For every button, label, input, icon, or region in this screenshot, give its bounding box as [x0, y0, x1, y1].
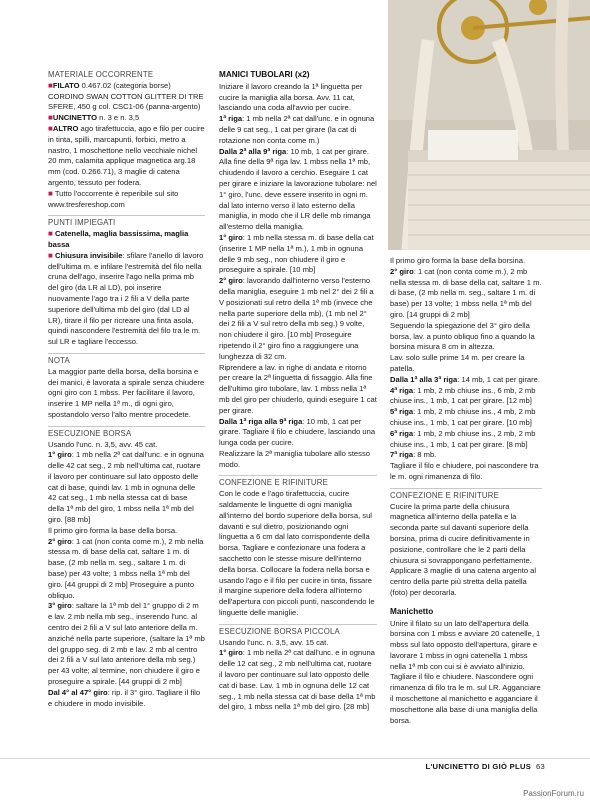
giro-1-text: : 1 mb nella 2ª cat dall'unc. e in ognuna delle 42 cat seg., 2 mb nell'ultima cat, ruotare il lavoro per continuare sul lato opposto delle cat di base, quindi lav. 1 mb in ognuna delle 42 cat seg., 1 mb nella stessa cat di base della 1ª mb del giro, 1 mbss nella 1ª mb del giro. [88 mb] — [48, 450, 204, 525]
patella-riga-7-text: : 8 mb. — [413, 450, 437, 460]
folio — [426, 762, 545, 771]
giro-4-47-label: Dal 4° al 47° giro — [48, 687, 108, 697]
column-right — [390, 256, 542, 726]
seguendo-text: Seguendo la spiegazione del 3° giro della borsa, lav. a punto obliquo fino a quando la borsina misura 8 cm in altezza. — [390, 320, 535, 352]
riga-1-text: : 1 mb nella 2ª cat dall'unc. e in ognuna delle 9 cat seg., 1 cat per girare (la cat di rotazione non conta come m.) — [219, 114, 375, 145]
page-footer — [0, 758, 590, 800]
riga-1-9-text: : 10 mb, 1 cat per girare. Tagliare il filo e chiudere, lasciando una lunga coda per cucire. — [219, 416, 376, 448]
page-number: 63 — [535, 762, 545, 771]
punti-chiusura — [48, 251, 205, 348]
giro-2-text: : 1 cat (non conta come m.), 2 mb nella stessa m. di base della cat, saltare 1 m. di base, (2 mb nella m. seg., saltare 1 m. di base) per 43 volte; 1 mbss nella 1ª mb del giro. [44 gruppi di 2 mb] Proseguire a punto obliquo. — [48, 536, 204, 600]
manici-intro: Iniziare il lavoro creando la 1ª linguetta per cucire la maniglia alla borsa. Avv. 11 cat, lasciando una coda all'avvio per cucire. — [219, 81, 363, 113]
punti-catenella — [48, 229, 205, 251]
section-divider — [219, 475, 377, 476]
tub-giro-1 — [219, 233, 377, 276]
manichetto-text: Unire il filato su un lato dell'apertura della borsina con 1 mbss e avviare 20 catenelle, 1 mbss sul lato opposto dell'apertura, girare e lavorare 1 mbss in ogni catenella 1 mbss nella 1ª mb con cui si è avviato all'inizio. Tagliare il filo e chiudere. Nascondere ogni rimanenza di filo tra le m. sul LR. Agganciare il moschettone al manichetto e agganciare il moschettone alla base di una maniglia della borsa. — [390, 618, 541, 725]
footer-rule — [0, 758, 590, 759]
riga-2-9-label: Dalla 2ª alla 9ª riga — [219, 146, 287, 156]
tub-giro-2 — [219, 276, 377, 362]
tub-giro-2-label: 2° giro — [219, 276, 243, 286]
riga-1 — [219, 114, 377, 146]
giro-3 — [48, 601, 205, 687]
product-photo-crochet-bag — [388, 0, 590, 250]
column-middle — [219, 70, 377, 713]
bullet-icon: ■ — [48, 229, 53, 239]
uncinetto-text: n. 3 e n. 3,5 — [97, 113, 140, 123]
confezione-piccola-text: Cucire la prima parte della chiusura magnetica all'interno della patella e la seconda parte sul davanti superiore della borsina, prima di cucire definitivamente in posizione, controllare che le 2 parti della chiusura si sovrappongano perfettamente. Applicare 3 maglie di una catena argento al centro della parte più stretta della patella (foto) per decorarla. — [390, 501, 537, 597]
piccola-giro-2 — [390, 267, 542, 321]
piccola-giro-1-label: 1° giro — [219, 648, 243, 658]
giro-3-text: : saltare la 1ª mb del 1° gruppo di 2 m e lav. 2 mb nella mb seg., inserendo l'unc. al centro dei 2 fili a V sul lato anteriore della m. anziché nella parte superiore, (saltare la 1ª mb del gruppo seg. di 2 mb e lav. 2 mb al centro dei 2 fili a V sul lato anteriore della mb seg.) per 43 volte; al termine, non chiudere il giro e proseguire a spirale. [44 gruppi di 2 mb] — [48, 601, 205, 687]
giro-4-47-text: : rip. il 3° giro. Tagliare il filo e chiudere in modo invisibile. — [48, 687, 201, 708]
riga-1-9-label: Dalla 1ª riga alla 9ª riga — [219, 416, 303, 426]
piccola-title: ESECUZIONE BORSA PICCOLA — [219, 626, 340, 636]
lav-text: Lav. solo sulle prime 14 m. per creare la patella. — [390, 353, 525, 373]
magazine-name: L'UNCINETTO DI GIÒ PLUS — [425, 762, 532, 771]
riga-2-9 — [219, 147, 377, 233]
patella-riga-4 — [390, 386, 542, 408]
filato-label: FILATO — [52, 80, 80, 90]
patella-riga-1-3-text: : 14 mb, 1 cat per girare. — [457, 374, 540, 384]
bullet-icon: ■ — [48, 123, 53, 133]
tagliare-text: Tagliare il filo e chiudere, poi nascondere tra le m. ogni rimanenza di filo. — [390, 461, 539, 481]
section-divider — [48, 426, 205, 427]
riga-2-9-text: : 10 mb, 1 cat per girare. Alla fine della 9ª riga lav. 1 mbss nella 1ª mb, chiudendo il lavoro a cerchio. Eseguire 1 cat per girare e iniziare la lavorazione tubolare: nel 1° giro, l'unc. deve essere inserito in ogni m. dal lato interno verso il lato esterno della maniglia, in modo che il LR delle mb rimanga all'esterno della maniglia. — [219, 146, 377, 232]
section-divider — [390, 488, 542, 489]
riga-1-9 — [219, 417, 377, 449]
patella-riga-1-3 — [390, 375, 542, 386]
materials-altro — [48, 124, 205, 189]
patella-riga-5-text: : 1 mb, 2 mb chiuse ins., 4 mb, 2 mb chiuse ins., 1 mb, 1 cat per girare. [10 mb] — [390, 407, 536, 427]
confezione-title: CONFEZIONE E RIFINITURE — [219, 478, 328, 488]
tub-giro-1-text: : 1 mb nella stessa m. di base della cat (inserire 1 MP nella 1ª m.), 1 mb in ognuna delle 9 mb seg., non chiudere il giro e proseguire a spirale. [10 mb] — [219, 232, 374, 275]
patella-riga-1-3-label: Dalla 1ª alla 3ª riga — [390, 374, 458, 384]
patella-riga-5 — [390, 407, 542, 429]
patella-riga-5-label: 5ª riga — [390, 407, 414, 417]
piccola-giro-1-text: : 1 mb nella 2ª cat dall'unc. e in ognuna delle 12 cat seg., 2 mb nell'ultima cat, ruotare il lavoro per continuare sul lato opposto delle cat di base. Lav. 1 mb in ognuna delle 12 cat seg., 1 mb nella stessa cat di base della 1ª mb del giro, 1 mbss nella 1ª mb del giro. [28 mb] — [219, 648, 376, 712]
chiusura-text: : sfilare l'anello di lavoro dell'ultima m. e infilare l'estremità del filo nella cruna dell'ago, inserire l'ago nella prima mb del giro (da LR al LD), poi inserire nuovamente l'ago tra i 2 fili a V della parte superiore dell'ultima mb del giro (dal LD al LR), tirare il filo per ricreare una finta asola, quindi nascondere l'estremità del filo tra le m. sul LR e tagliare l'eccesso. — [48, 250, 204, 347]
piccola-giro-2-text: : 1 cat (non conta come m.), 2 mb nella stessa m. di base della cat, saltare 1 m. di base, (2 mb nella m. seg., saltare 1 m. di base) per 13 volte; 1 mbss nella 1ª mb del giro. [14 gruppi di 2 mb] — [390, 266, 542, 319]
section-divider — [48, 215, 205, 216]
patella-riga-7-label: 7ª riga — [390, 450, 414, 460]
riga-1-label: 1ª riga — [219, 114, 243, 124]
spacer — [390, 599, 542, 607]
piccola-intro: Usando l'unc. n. 3,5, avv. 15 cat. — [219, 637, 329, 647]
giro-1-note: Il primo giro forma la base della borsa. — [48, 525, 178, 535]
bullet-icon: ■ — [48, 80, 53, 90]
realizzare-text: Realizzare la 2ª maniglia tubolare allo stesso modo. — [219, 448, 370, 469]
bullet-icon: ■ — [48, 113, 53, 123]
altro-label: ALTRO — [52, 123, 79, 133]
altro-text: ago tirafettuccia, ago e filo per cucire in tinta, spilli, marcapunti, forbici, metro a nastro, 1 moschettone nello vecchiale nichel 20 mm, calamita applique magnetica arg.18 mm (cod. 0.266.71), 3 maglie di catena argento, tessuto per fodera. — [48, 123, 205, 187]
chiusura-label: Chiusura invisibile — [54, 250, 123, 260]
piccola-giro-1 — [219, 648, 377, 713]
giro-2 — [48, 537, 205, 602]
esecuzione-title: ESECUZIONE BORSA — [48, 428, 132, 438]
materials-uncinetto — [48, 113, 205, 124]
nota-text: La maggior parte della borsa, della borsina e dei manici, è lavorata a spirale senza chiudere ogni giro con 1 mbss. Per facilitare il lavoro, inserire 1 MP nella 1ª m., di ogni giro, spostandolo verso l'alto mentre procedete. — [48, 366, 205, 419]
giro-3-label: 3° giro — [48, 601, 72, 611]
nota-title: NOTA — [48, 355, 70, 365]
bullet-icon: ■ — [48, 250, 53, 260]
punti-title: PUNTI IMPIEGATI — [48, 218, 116, 228]
tub-giro-2-text: : lavorando dall'interno verso l'esterno della maniglia, eseguire 1 mb nel 2° dei 2 fili a V posizionati sul retro della 1ª mb (invece che nella parte superiore della mb), (1 mb nel 2° dei 2 fili a V sul retro della mb seg.) 9 volte, non chiudere il giro. [10 mb] Proseguire ripetendo il 2° giro fino a raggiungere una lunghezza di 32 cm. — [219, 276, 374, 361]
materials-tutto — [48, 189, 205, 211]
uncinetto-label: UNCINETTO — [52, 113, 98, 123]
giro-4-47 — [48, 688, 205, 710]
piccola-giro-1-note: Il primo giro forma la base della borsina. — [390, 256, 526, 265]
filato-text: 0.467.02 (categoria borse) CORDINO SWAN COTTON GLITTER DI TRE SFERE, 450 g col. CSC1-06 (panna-argento) — [48, 80, 204, 112]
riprendere-text: Riprendere a lav. in righe di andata e ritorno per creare la 2ª linguetta di fissaggio. Alla fine dell'ultimo giro tubolare, lav. 1 mbss nella 1ª mb del giro per chiuderlo, quindi eseguire 1 cat per girare. — [219, 362, 377, 415]
column-left — [48, 70, 205, 709]
tutto-text: Tutto l'occorrente è reperibile sul sito www.tresfereshop.com — [48, 188, 179, 209]
patella-riga-6 — [390, 429, 542, 451]
giro-1 — [48, 450, 205, 526]
patella-riga-4-text: : 1 mb, 2 mb chiuse ins., 6 mb, 2 mb chiuse ins., 1 mb, 1 cat per girare. [12 mb] — [390, 385, 536, 406]
tub-giro-1-label: 1° giro — [219, 232, 243, 242]
materials-filato — [48, 81, 205, 113]
piccola-giro-2-label: 2° giro — [390, 266, 414, 276]
watermark: PassionForum.ru — [523, 789, 584, 798]
bullet-icon: ■ — [48, 188, 53, 198]
confezione-text: Con le code e l'ago tirafettuccia, cucire saldamente le linguette di ogni maniglia all'interno del bordo superiore della borsa, sul davanti e sul dietro, posizionando ogni linguetta a 6 cm dal lato corrispondente della borsa. Tagliare e confezionare una fodera a sacchetto con le stesse misure dell'interno della borsa. Collocare la fodera nella borsa e usando l'ago e il filo per cucire in tinta, fissare il margine superiore della fodera all'interno dell'apertura con piccoli punti, nascondendo le linguette delle maniglie. — [219, 489, 375, 618]
manici-title: MANICI TUBOLARI (x2) — [219, 70, 310, 79]
bag-photo-illustration — [388, 0, 590, 250]
patella-riga-7 — [390, 450, 542, 461]
patella-riga-6-text: : 1 mb, 2 mb chiuse ins., 2 mb, 2 mb chiuse ins., 1 mb, 1 cat per girare. [8 mb] — [390, 428, 536, 449]
confezione-piccola-title: CONFEZIONE E RIFINITURE — [390, 490, 499, 500]
esecuzione-intro: Usando l'unc. n. 3,5, avv. 45 cat. — [48, 439, 158, 449]
patella-riga-4-label: 4ª riga — [390, 385, 414, 395]
section-divider — [219, 624, 377, 625]
catenella-text: Catenella, maglia bassissima, maglia bassa — [48, 229, 189, 249]
giro-1-label: 1° giro — [48, 450, 72, 460]
section-divider — [48, 353, 205, 354]
materials-title: MATERIALE OCCORRENTE — [48, 70, 154, 79]
patella-riga-6-label: 6ª riga — [390, 428, 414, 438]
manichetto-title: Manichetto — [390, 606, 434, 616]
giro-2-label: 2° giro — [48, 536, 72, 546]
